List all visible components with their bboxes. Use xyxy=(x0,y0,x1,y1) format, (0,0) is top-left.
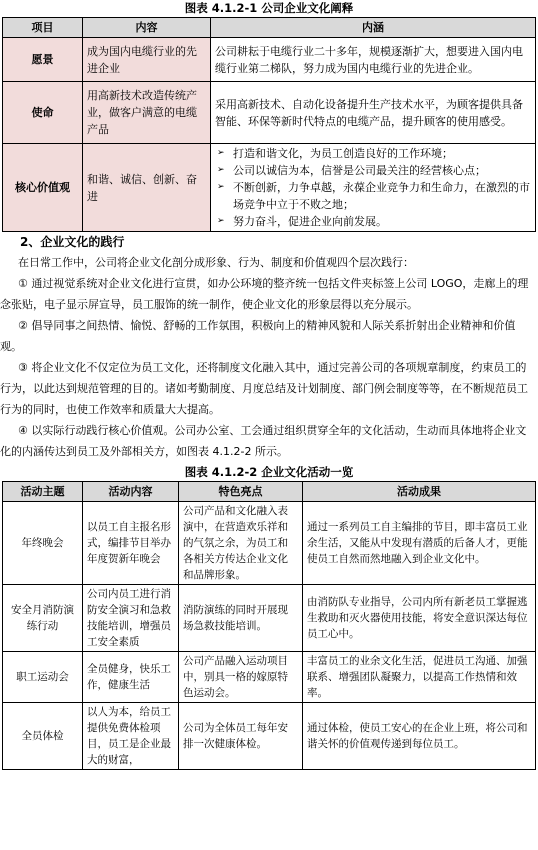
row-content: 和谐、诚信、创新、奋进 xyxy=(83,144,211,232)
header-item: 项目 xyxy=(3,18,83,38)
section-heading: 2、企业文化的践行 xyxy=(20,235,125,249)
row-meaning: 公司耕耘于电缆行业二十多年，规模逐渐扩大，想要进入国内电缆行业第二梯队，努力成为国内电缆行业的先进企业。 xyxy=(211,38,536,82)
table2-caption: 图表 4.1.2-2 企业文化活动一览 xyxy=(184,465,354,479)
table-row xyxy=(3,38,536,82)
row-content: 用高新技术改造传统产业，做客户满意的电缆产品 xyxy=(83,82,211,144)
row-result: 通过体检，使员工安心的在企业上班，将公司和谐关怀的价值观传递到每位员工。 xyxy=(303,703,536,770)
arrow-bullet-icon: ➢ xyxy=(217,182,225,192)
list-item: ➢ 不断创新，力争卓越，永葆企业竞争力和生命力，在激烈的市场竞争中立于不败之地； xyxy=(217,181,530,211)
row-item: 愿景 xyxy=(3,38,83,82)
header-feature: 特色亮点 xyxy=(179,482,303,502)
row-item: 使命 xyxy=(3,82,83,144)
row-content: 全员健身，快乐工作，健康生活 xyxy=(83,652,179,703)
values-bullet-cell xyxy=(211,144,536,232)
table-header-row xyxy=(3,482,536,502)
row-meaning: 采用高新技术、自动化设备提升生产技术水平，为顾客提供具备智能、环保等新时代特点的电缆产品，提升顾客的使用感受。 xyxy=(211,82,536,144)
row-theme: 职工运动会 xyxy=(3,652,83,703)
row-content: 成为国内电缆行业的先进企业 xyxy=(83,38,211,82)
paragraph: ④ 以实际行动践行核心价值观。公司办公室、工会通过组织贯穿全年的文化活动，生动而具体地将企业文化的内涵传达到员工及外部相关方，如图表 4.1.2-2 所示。 xyxy=(0,424,527,458)
row-feature: 公司为全体员工每年安排一次健康体检。 xyxy=(179,703,303,770)
row-feature: 消防演练的同时开展现场急救技能培训。 xyxy=(179,585,303,652)
arrow-bullet-icon: ➢ xyxy=(217,148,225,158)
table-row xyxy=(3,652,536,703)
list-item: ➢ 公司以诚信为本，信誉是公司最关注的经营核心点； xyxy=(217,164,486,177)
table1-caption: 图表 4.1.2-1 公司企业文化阐释 xyxy=(184,1,354,15)
paragraph: ② 倡导同事之间热情、愉悦、舒畅的工作氛围，积极向上的精神风貌和人际关系折射出企业精神和价值观。 xyxy=(0,319,516,353)
header-meaning: 内涵 xyxy=(211,18,536,38)
row-content: 公司内员工进行消防安全演习和急救技能培训，增强员工安全素质 xyxy=(83,585,179,652)
table-row xyxy=(3,82,536,144)
header-result: 活动成果 xyxy=(303,482,536,502)
culture-interpretation-table xyxy=(2,17,536,232)
header-content: 活动内容 xyxy=(83,482,179,502)
table-row xyxy=(3,703,536,770)
culture-activities-table xyxy=(2,481,536,770)
row-theme: 年终晚会 xyxy=(3,502,83,585)
header-theme: 活动主题 xyxy=(3,482,83,502)
list-item: ➢ 努力奋斗，促进企业向前发展。 xyxy=(217,215,387,228)
row-content: 以人为本，给员工提供免费体检项目，员工是企业最大的财富， xyxy=(83,703,179,770)
row-theme: 安全月消防演练行动 xyxy=(3,585,83,652)
arrow-bullet-icon: ➢ xyxy=(217,165,225,175)
paragraph: ③ 将企业文化不仅定位为员工文化，还将制度文化融入其中，通过完善公司的各项规章制度，约束员工的行为，以此达到规范管理的目的。诸如考勤制度、月度总结及计划制度、部门例会制度等等，在不断规范员工行为的同时，也使工作效率和质量大大提高。 xyxy=(0,361,528,416)
list-item: ➢ 打造和谐文化，为员工创造良好的工作环境； xyxy=(217,147,453,160)
row-content: 以员工自主报名形式，编排节目举办年度贺新年晚会 xyxy=(83,502,179,585)
arrow-bullet-icon: ➢ xyxy=(217,216,225,226)
table-row xyxy=(3,144,536,232)
row-result: 通过一系列员工自主编排的节目，即丰富员工业余生活，又能从中发现有潜质的后备人才，更能使员工自然而然地融入到企业文化中。 xyxy=(303,502,536,585)
row-feature: 公司产品和文化融入表演中，在营造欢乐祥和的气氛之余，为员工和各相关方传达企业文化和品牌形象。 xyxy=(179,502,303,585)
paragraph: ① 通过视觉系统对企业文化进行宣贯，如办公环境的整齐统一包括文件夹标签上公司 LOGO，走廊上的理念张贴，电子显示屏宣导，员工服饰的统一制作，使企业文化的形象层得以充分展示。 xyxy=(0,277,529,311)
header-content: 内容 xyxy=(83,18,211,38)
table-row xyxy=(3,585,536,652)
row-theme: 全员体检 xyxy=(3,703,83,770)
table-row xyxy=(3,502,536,585)
row-item: 核心价值观 xyxy=(3,144,83,232)
table-header-row xyxy=(3,18,536,38)
paragraph: 在日常工作中，公司将企业文化剖分成形象、行为、制度和价值观四个层次践行： xyxy=(18,256,414,269)
row-result: 由消防队专业指导，公司内所有新老员工掌握逃生救助和灭火器使用技能，将安全意识深达每位员工心中。 xyxy=(303,585,536,652)
row-result: 丰富员工的业余文化生活，促进员工沟通、加强联系、增强团队凝聚力，以提高工作热情和效率。 xyxy=(303,652,536,703)
values-bullet-list xyxy=(215,145,531,230)
row-feature: 公司产品融入运动项目中，别具一格的嫁原特色运动会。 xyxy=(179,652,303,703)
